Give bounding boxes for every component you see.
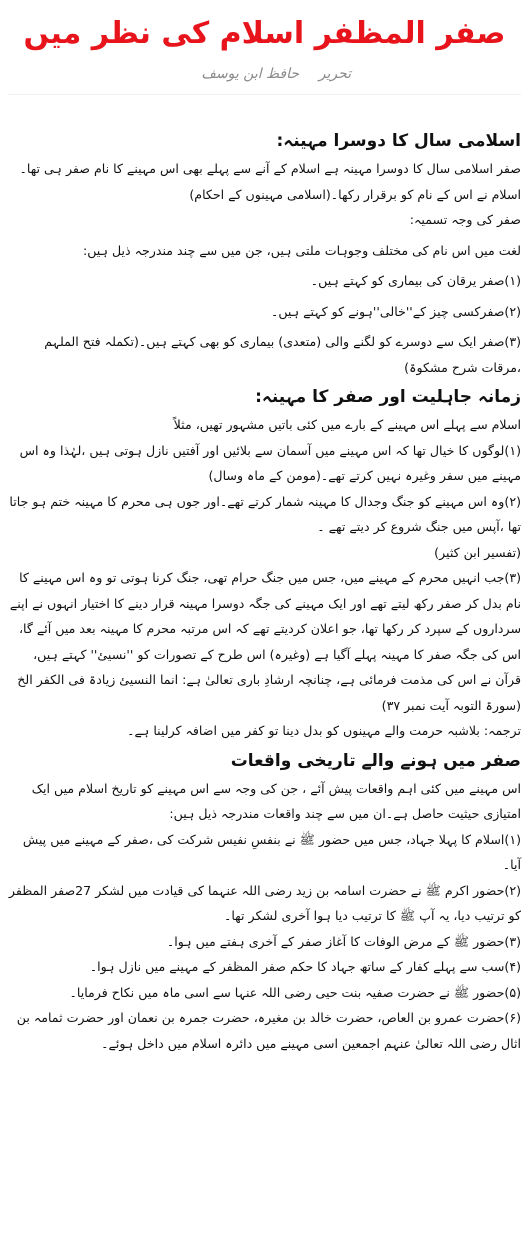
article-title: صفر المظفر اسلام کی نظر میں	[23, 16, 506, 51]
title-divider	[8, 94, 521, 95]
paragraph: اس مہینے میں کئی اہم واقعات پیش آئے ، جن کی وجہ سے اس مہینے کو تاریخ اسلام میں ایک امتیازی حیثیت حاصل ہے۔ان میں سے چند واقعات مندرجہ ذیل ہیں:	[31, 780, 521, 821]
paragraph: ترجمہ: بلاشبہ حرمت والے مہینوں کو بدل دینا تو کفر میں اضافہ کرلینا ہے۔	[127, 723, 521, 738]
list-item: (۳)حضور ﷺ کے مرض الوفات کا آغاز صفر کے آخری ہفتے میں ہوا۔	[166, 933, 521, 949]
article-body	[8, 124, 521, 1056]
paragraph: صفر اسلامی سال کا دوسرا مہینہ ہے اسلام کے آنے سے پہلے بھی اس مہینے کا نام صفر ہی تھا۔ اسلام نے اس کے نام کو برقرار رکھا۔(اسلامی مہینوں کے احکام)	[19, 161, 521, 202]
section-heading: زمانہ جاہلیت اور صفر کا مہینہ:	[255, 387, 521, 407]
list-item: (۱)اسلام کا پہلا جہاد، جس میں حضور ﷺ نے بنفسِ نفیس شرکت کی ،صفر کے مہینے میں پیش آیا۔	[22, 831, 521, 872]
section-heading: صفر میں ہونے والے تاریخی واقعات	[230, 750, 521, 771]
list-item: (۲)وہ اس مہینے کو جنگ وجدال کا مہینہ شمار کرتے تھے۔اور جوں ہی محرم کا مہینہ ختم ہو جاتا تھا ،آپس میں جنگ شروع کر دیتے تھے ۔	[9, 493, 521, 534]
list-item: (۴)سب سے پہلے کفار کے ساتھ جہاد کا حکم صفر المظفر کے مہینے میں نازل ہوا۔	[89, 959, 521, 974]
paragraph: اسلام سے پہلے اس مہینے کے بارے میں کئی باتیں مشہور تھیں، مثلاً	[173, 417, 521, 432]
list-item: (۶)حضرت عمرو بن العاص، حضرت خالد بن مغیرہ، حضرت جمرہ بن نعمان اور حضرت ثمامہ بن اثال رضی اللہ تعالیٰ عنہم اجمعین اسی مہینے میں دائرہ اسلام میں داخل ہوئے۔	[16, 1010, 521, 1051]
list-item: (۳)جب انہیں محرم کے مہینے میں، جس میں جنگ حرام تھی، جنگ کرنا ہوتی تو وہ اس مہینے کا نام بدل کر صفر رکھ لیتے تھے اور ایک مہینے کی جگہ دوسرا مہینہ قرار دینے کا اختیار انہوں نے اپنے سرداروں کے سپرد کر رکھا تھا، جو اعلان کردیتے تھے کہ اس مرتبہ محرم کا مہینہ بعد میں آئے گا، اس کی جگہ صفر کا مہینہ پہلے آگیا ہے (وغیرہ) اس طرح کے تصورات کو ''نسیئ'' کہتے ہیں، قرآن نے اس کی مذمت فرمائی ہے، چنانچہ ارشادِ باری تعالیٰ ہے: انما النسیئ زیادۃ فی الکفر الخ (سورۃ التوبہ آیت نمبر ۳۷)	[9, 570, 521, 713]
byline	[0, 62, 529, 88]
list-item: (۵)حضور ﷺ نے حضرت صفیہ بنت حیی رضی اللہ عنہا سے اسی ماہ میں نکاح فرمایا۔	[69, 984, 521, 1000]
list-item: (۱)صفر یرقان کی بیماری کو کہتے ہیں۔	[310, 273, 521, 288]
section-heading: اسلامی سال کا دوسرا مہینہ:	[276, 131, 521, 151]
reference: (تفسیر ابن کثیر)	[434, 544, 521, 560]
list-item: (۱)لوگوں کا خیال تھا کہ اس مہینے میں آسمان سے بلائیں اور آفتیں نازل ہوتی ہیں ،لہٰذا وہ اس مہینے میں سفر وغیرہ نہیں کرتے تھے۔(مومن کے ماہ وسال)	[19, 442, 521, 483]
list-item: (۲)حضور اکرم ﷺ نے حضرت اسامہ بن زید رضی اللہ عنہما کی قیادت میں لشکر 27صفر المظفر کو ترتیب دیا، یہ آپ ﷺ کا ترتیب دیا ہوا آخری لشکر تھا۔	[8, 882, 521, 923]
byline-label: تحریر	[318, 66, 351, 82]
list-item: (۳)صفر ایک سے دوسرے کو لگنے والی (متعدی) بیماری کو بھی کہتے ہیں۔(تکملہ فتح الملہم ،مرقات شرح مشکوۃ)	[44, 334, 521, 375]
list-item: (۲)صفرکسی چیز کے''خالی''ہونے کو کہتے ہیں۔	[270, 303, 521, 319]
paragraph: لغت میں اس نام کی مختلف وجوہات ملتی ہیں، جن میں سے چند مندرجہ ذیل ہیں:	[82, 242, 521, 258]
byline-author: حافظ ابن یوسف	[201, 66, 299, 82]
paragraph: صفر کی وجہ تسمیہ:	[409, 212, 521, 227]
